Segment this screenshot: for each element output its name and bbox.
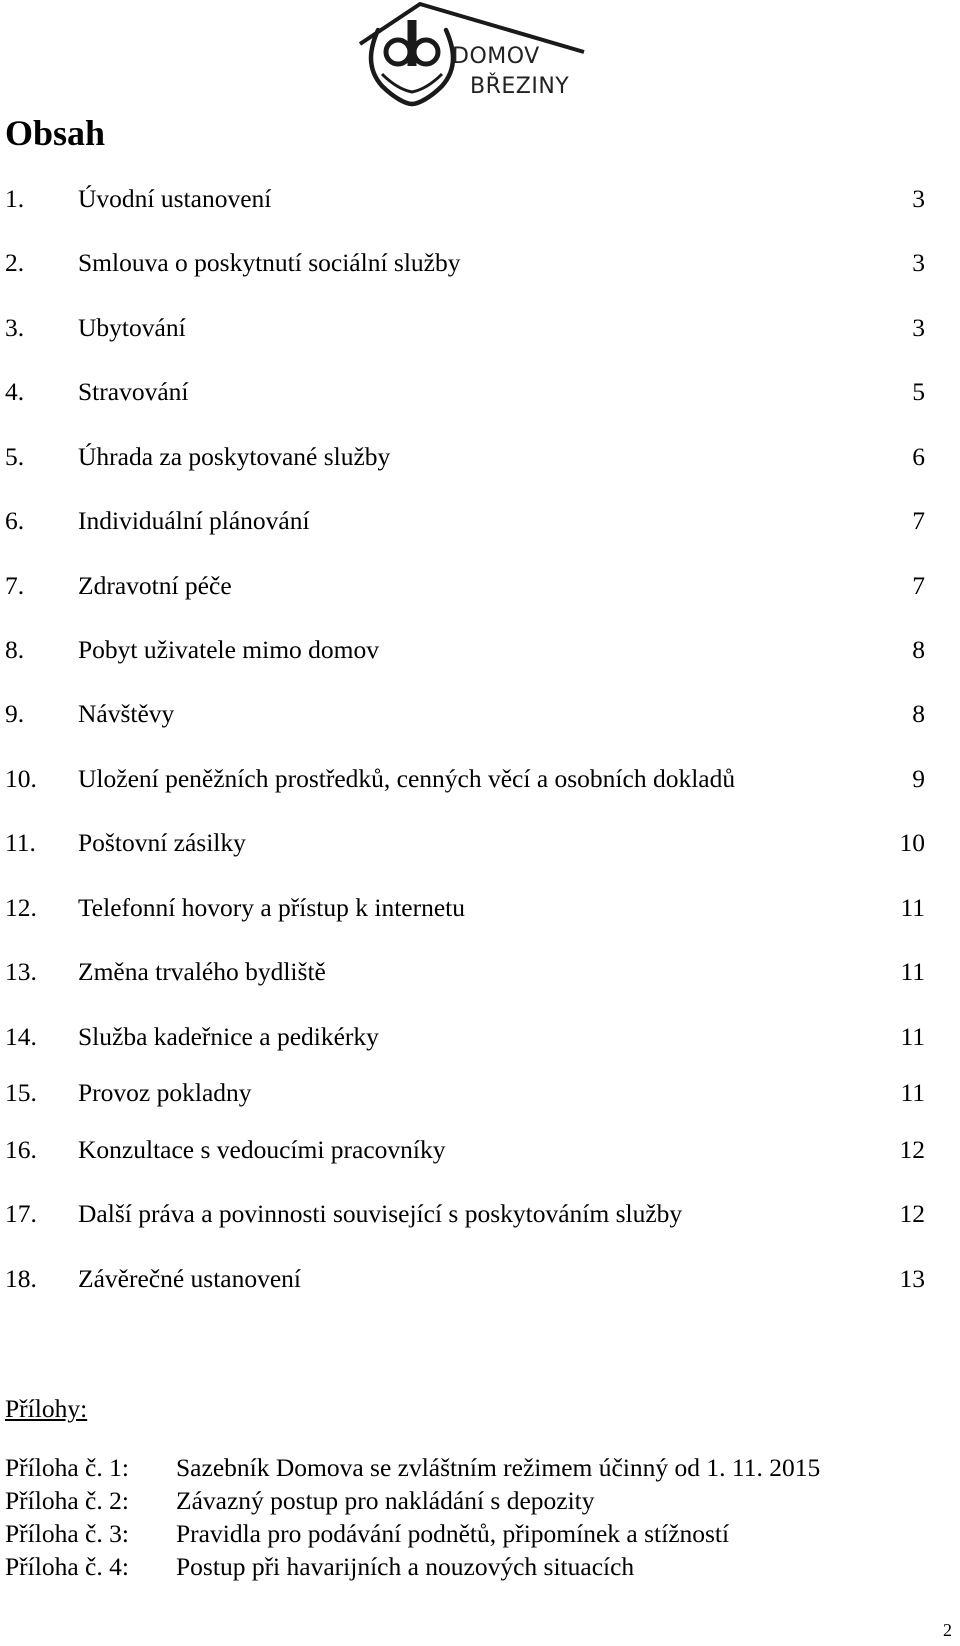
toc-entry-page: 11	[900, 1078, 925, 1107]
toc-entry-page: 12	[899, 1135, 925, 1164]
toc-entry-label: Změna trvalého bydliště	[78, 957, 326, 986]
toc-entry-label: Uložení peněžních prostředků, cenných věcí a osobních dokladů	[78, 764, 736, 793]
toc-entry-page: 12	[899, 1199, 925, 1228]
toc-entry-label: Úvodní ustanovení	[78, 184, 272, 213]
toc-entry[interactable]	[0, 1262, 960, 1296]
toc-entry[interactable]	[0, 1197, 960, 1231]
toc-entry-label: Individuální plánování	[78, 506, 310, 535]
toc-entry[interactable]	[0, 246, 960, 280]
attachment-title: Sazebník Domova se zvláštním režimem účinný od 1. 11. 2015	[176, 1453, 821, 1482]
attachment-label: Příloha č. 3:	[5, 1519, 129, 1548]
attachment-label: Příloha č. 4:	[5, 1552, 129, 1581]
toc-entry-page: 3	[912, 184, 925, 213]
toc-entry[interactable]	[0, 955, 960, 989]
attachment-label: Příloha č. 1:	[5, 1453, 129, 1482]
toc-entry-number: 10.	[5, 764, 37, 793]
logo-text-domov: DOMOV	[452, 44, 540, 69]
toc-entry-page: 3	[912, 248, 925, 277]
toc-entry-page: 3	[912, 313, 925, 342]
toc-entry[interactable]	[0, 182, 960, 216]
toc-entry-number: 2.	[5, 248, 25, 277]
toc-entry[interactable]	[0, 504, 960, 538]
toc-entry-number: 13.	[5, 957, 37, 986]
toc-entry-label: Poštovní zásilky	[78, 828, 246, 857]
toc-entry-label: Úhrada za poskytované služby	[78, 442, 391, 471]
toc-entry-page: 7	[912, 571, 925, 600]
logo-text-breziny: BŘEZINY	[470, 74, 570, 99]
toc-entry-number: 11.	[5, 828, 36, 857]
toc-entry-label: Stravování	[78, 377, 189, 406]
toc-entry-label: Smlouva o poskytnutí sociální služby	[78, 248, 461, 277]
toc-entry-number: 4.	[5, 377, 25, 406]
toc-entry-number: 3.	[5, 313, 25, 342]
toc-entry[interactable]	[0, 762, 960, 796]
toc-entry-label: Návštěvy	[78, 699, 175, 728]
toc-entry-label: Pobyt uživatele mimo domov	[78, 635, 380, 664]
toc-entry-number: 1.	[5, 184, 25, 213]
toc-entry[interactable]	[0, 569, 960, 603]
toc-entry-label: Další práva a povinnosti související s poskytováním služby	[78, 1199, 683, 1228]
toc-entry[interactable]	[0, 1076, 960, 1110]
attachment-label: Příloha č. 2:	[5, 1486, 129, 1515]
toc-entry-page: 10	[899, 828, 925, 857]
attachment-title: Závazný postup pro nakládání s depozity	[176, 1486, 595, 1515]
toc-entry-number: 18.	[5, 1264, 37, 1293]
toc-entry[interactable]	[0, 826, 960, 860]
toc-entry-page: 8	[912, 635, 925, 664]
page-number: 2	[943, 1620, 952, 1640]
toc-entry-label: Zdravotní péče	[78, 571, 232, 600]
toc-entry[interactable]	[0, 375, 960, 409]
toc-entry-page: 11	[900, 893, 925, 922]
toc-entry-page: 8	[912, 699, 925, 728]
toc-entry-page: 6	[912, 442, 925, 471]
toc-entry-number: 8.	[5, 635, 25, 664]
toc-entry-label: Konzultace s vedoucími pracovníky	[78, 1135, 446, 1164]
toc-entry-label: Provoz pokladny	[78, 1078, 252, 1107]
attachment-title: Postup při havarijních a nouzových situacích	[176, 1552, 635, 1581]
toc-entry-label: Telefonní hovory a přístup k internetu	[78, 893, 465, 922]
page-title: Obsah	[5, 113, 106, 153]
toc-entry[interactable]	[0, 1020, 960, 1054]
toc-entry-page: 11	[900, 957, 925, 986]
toc-entry-page: 9	[912, 764, 925, 793]
toc-entry-number: 15.	[5, 1078, 37, 1107]
toc-entry-page: 5	[912, 377, 925, 406]
toc-entry-label: Závěrečné ustanovení	[78, 1264, 302, 1293]
toc-entry[interactable]	[0, 440, 960, 474]
toc-entry-page: 13	[899, 1264, 925, 1293]
toc-entry-number: 6.	[5, 506, 25, 535]
toc-entry-page: 11	[900, 1022, 925, 1051]
toc-entry[interactable]	[0, 633, 960, 667]
toc-entry[interactable]	[0, 311, 960, 345]
toc-entry-number: 14.	[5, 1022, 37, 1051]
toc-entry-number: 7.	[5, 571, 25, 600]
attachment-title: Pravidla pro podávání podnětů, připomínek a stížností	[176, 1519, 730, 1548]
domov-breziny-logo	[356, 0, 606, 112]
toc-entry-number: 17.	[5, 1199, 37, 1228]
toc-entry[interactable]	[0, 891, 960, 925]
toc-entry-number: 12.	[5, 893, 37, 922]
attachments-heading: Přílohy:	[5, 1394, 88, 1423]
toc-entry-label: Služba kadeřnice a pedikérky	[78, 1022, 379, 1051]
toc-entry-number: 5.	[5, 442, 25, 471]
toc-entry-page: 7	[912, 506, 925, 535]
toc-entry[interactable]	[0, 697, 960, 731]
toc-entry-number: 16.	[5, 1135, 37, 1164]
toc-entry[interactable]	[0, 1133, 960, 1167]
toc-entry-number: 9.	[5, 699, 25, 728]
toc-entry-label: Ubytování	[78, 313, 186, 342]
